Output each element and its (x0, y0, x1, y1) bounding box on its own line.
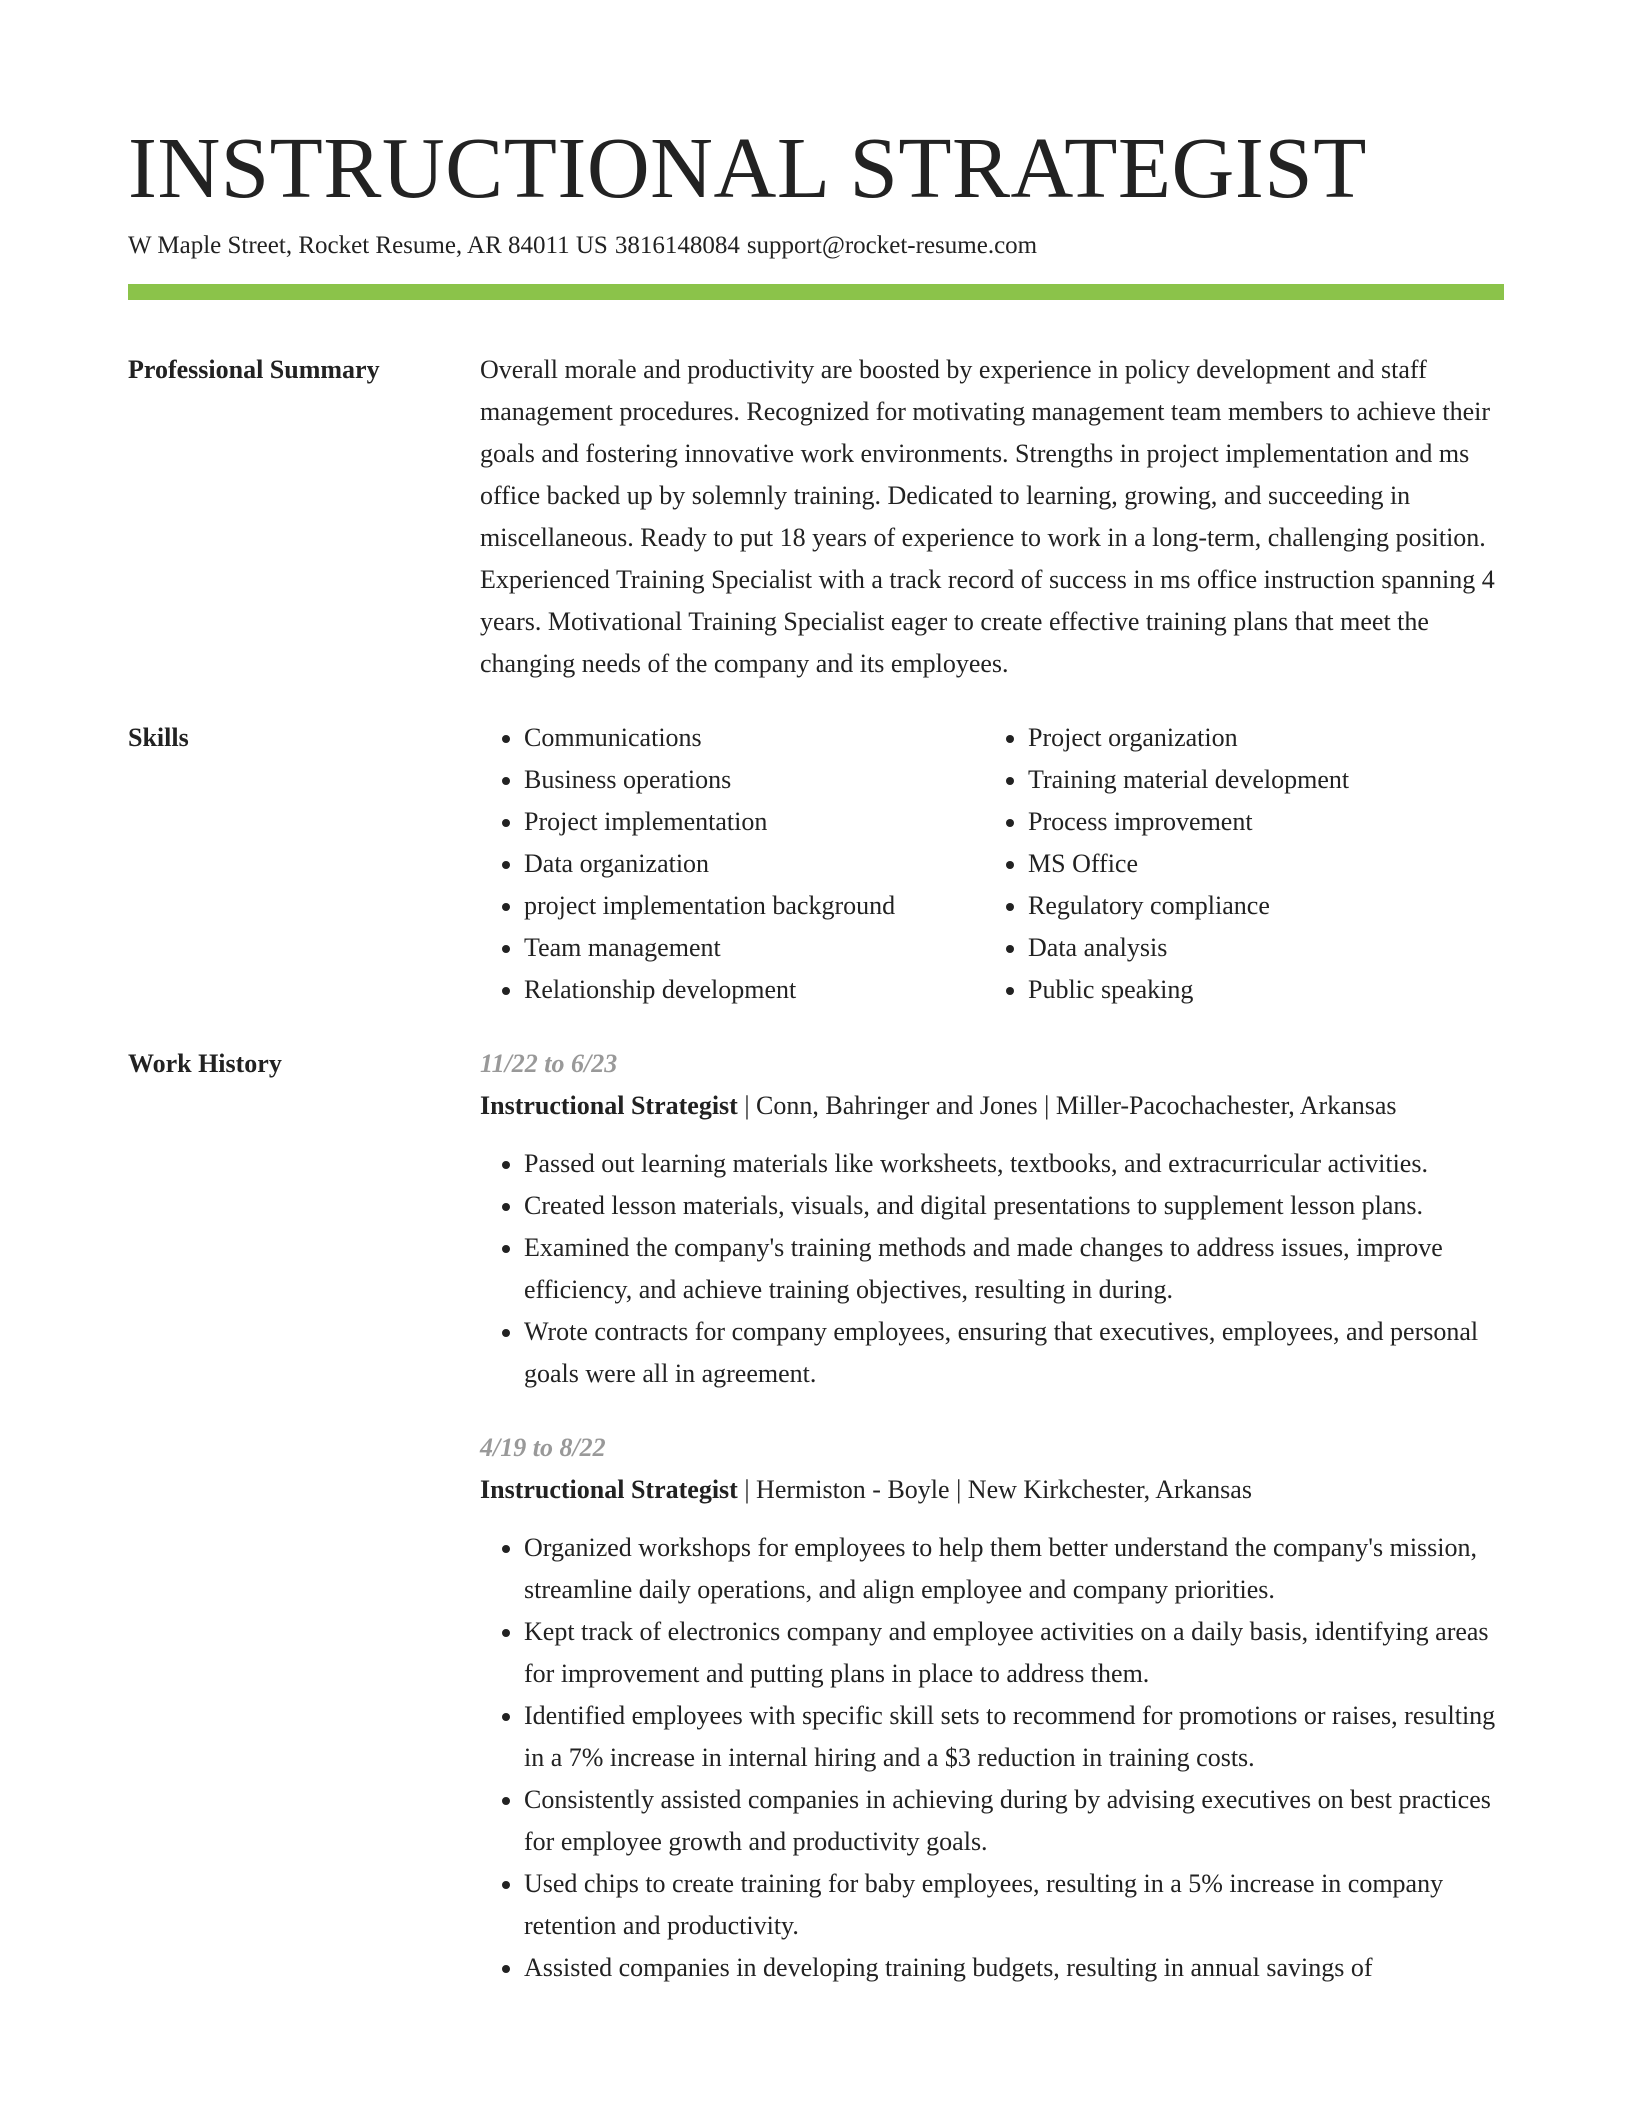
job-bullets (480, 1143, 1504, 1395)
skill-item: • Regulatory compliance (1028, 885, 1488, 927)
skill-item: • Communications (524, 717, 984, 759)
professional-summary-section (128, 349, 1504, 685)
job-bullet: • Examined the company's training methods and made changes to address issues, improve efficiency, and achieve training objectives, resulting in during. (524, 1227, 1504, 1311)
contact-line (128, 230, 1504, 262)
skill-item: • Training material development (1028, 759, 1488, 801)
section-label-work: Work History (128, 1049, 282, 1078)
job-entry (480, 1043, 1504, 1395)
skills-columns (480, 717, 1504, 1011)
job-bullet: • Passed out learning materials like worksheets, textbooks, and extracurricular activities. (524, 1143, 1504, 1185)
job-title: Instructional Strategist (480, 1475, 738, 1504)
skill-item: • Team management (524, 927, 984, 969)
job-location: New Kirkchester, Arkansas (967, 1475, 1252, 1504)
job-bullet: • Identified employees with specific skill sets to recommend for promotions or raises, resulting in a 7% increase in internal hiring and a $3 reduction in training costs. (524, 1695, 1504, 1779)
skill-item: • Data organization (524, 843, 984, 885)
skill-item: • Relationship development (524, 969, 984, 1011)
candidate-name: INSTRUCTIONAL STRATEGIST (128, 119, 1367, 216)
skill-item: • Data analysis (1028, 927, 1488, 969)
job-location: Miller-Pacochachester, Arkansas (1055, 1091, 1397, 1120)
skills-section (128, 717, 1504, 1011)
job-separator: | (1037, 1091, 1056, 1120)
skills-list-right (984, 717, 1488, 1011)
section-label-skills: Skills (128, 723, 189, 752)
contact-email: support@rocket-resume.com (746, 232, 1038, 259)
job-entry (480, 1427, 1504, 1989)
skill-item: • Public speaking (1028, 969, 1488, 1011)
skills-list-left (480, 717, 984, 1011)
job-dates: 11/22 to 6/23 (480, 1049, 618, 1078)
job-separator: | (949, 1475, 968, 1504)
job-bullet: • Wrote contracts for company employees, ensuring that executives, employees, and personal goals were all in agreement. (524, 1311, 1504, 1395)
contact-phone: 3816148084 (614, 232, 740, 259)
job-bullet: • Kept track of electronics company and employee activities on a daily basis, identifying areas for improvement and putting plans in place to address them. (524, 1611, 1504, 1695)
header-divider (128, 284, 1504, 300)
skill-item: • Project implementation (524, 801, 984, 843)
job-bullet: • Consistently assisted companies in achieving during by advising executives on best practices for employee growth and productivity goals. (524, 1779, 1504, 1863)
job-header (480, 1469, 1504, 1511)
job-bullet: • Created lesson materials, visuals, and digital presentations to supplement lesson plans. (524, 1185, 1504, 1227)
resume-page (128, 0, 1504, 2021)
summary-text: Overall morale and productivity are boosted by experience in policy development and staff management procedures. Recognized for motivating management team members to achieve their goals and fostering innovative work environments. Strengths in project implementation and ms office backed up by solemnly training. Dedicated to learning, growing, and succeeding in miscellaneous. Ready to put 18 years of experience to work in a long-term, challenging position. Experienced Training Specialist with a track record of success in ms office instruction spanning 4 years. Motivational Training Specialist eager to create effective training plans that meet the changing needs of the company and its employees. (480, 355, 1495, 678)
job-company: Conn, Bahringer and Jones (756, 1091, 1038, 1120)
job-header (480, 1085, 1504, 1127)
skill-item: • Project organization (1028, 717, 1488, 759)
job-separator: | (737, 1475, 757, 1504)
section-label-summary: Professional Summary (128, 355, 380, 384)
job-bullets (480, 1527, 1504, 1989)
skill-item: • Business operations (524, 759, 984, 801)
work-history-body (480, 1043, 1504, 2021)
work-history-section (128, 1043, 1504, 2021)
job-bullet: • Organized workshops for employees to help them better understand the company's mission, streamline daily operations, and align employee and company priorities. (524, 1527, 1504, 1611)
job-bullet: • Used chips to create training for baby employees, resulting in a 5% increase in company retention and productivity. (524, 1863, 1504, 1947)
skill-item: • project implementation background (524, 885, 984, 927)
skill-item: • MS Office (1028, 843, 1488, 885)
job-dates: 4/19 to 8/22 (480, 1433, 606, 1462)
job-company: Hermiston - Boyle (756, 1475, 950, 1504)
contact-address: W Maple Street, Rocket Resume, AR 84011 US (128, 232, 608, 259)
job-title: Instructional Strategist (480, 1091, 738, 1120)
skill-item: • Process improvement (1028, 801, 1488, 843)
job-bullet: • Assisted companies in developing training budgets, resulting in annual savings of (524, 1947, 1504, 1989)
job-separator: | (737, 1091, 757, 1120)
